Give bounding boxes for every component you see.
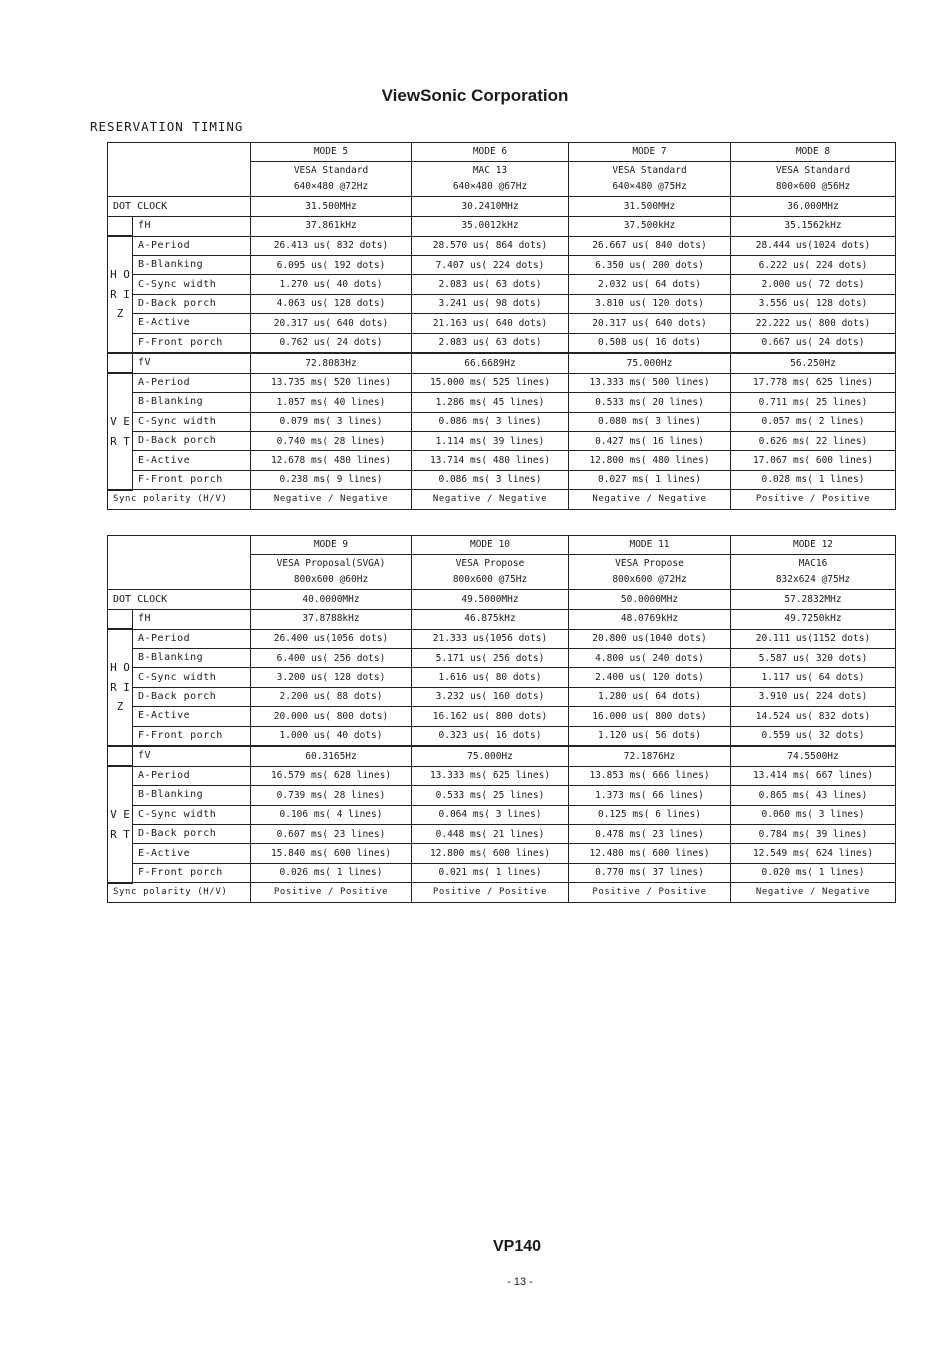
- h-value: 3.200 us( 128 dots): [251, 668, 412, 687]
- v-value: 13.853 ms( 666 lines): [569, 766, 731, 785]
- v-row-label: E-Active: [133, 451, 251, 470]
- v-value: 0.448 ms( 21 lines): [412, 825, 569, 844]
- page-number: - 13 -: [507, 1276, 533, 1288]
- v-value: 0.784 ms( 39 lines): [731, 825, 896, 844]
- v-row: [108, 786, 896, 805]
- h-value: 1.000 us( 40 dots): [251, 726, 412, 746]
- v-value: 0.607 ms( 23 lines): [251, 825, 412, 844]
- h-row: [108, 649, 896, 668]
- v-value: 0.027 ms( 1 lines): [569, 470, 731, 489]
- h-row-label: F-Front porch: [133, 726, 251, 746]
- h-row-label: E-Active: [133, 707, 251, 726]
- mode-resolution: 800x600 @75Hz: [452, 574, 528, 586]
- v-value: 0.064 ms( 3 lines): [412, 805, 569, 824]
- h-value: 2.400 us( 120 dots): [569, 668, 731, 687]
- v-value: 0.028 ms( 1 lines): [731, 470, 896, 489]
- h-row-label: A-Period: [133, 629, 251, 648]
- sync-polarity-value: Positive / Positive: [412, 883, 569, 903]
- v-value: 13.333 ms( 500 lines): [569, 373, 731, 392]
- mode-standard-cell: [731, 162, 896, 197]
- h-value: 20.317 us( 640 dots): [251, 314, 412, 333]
- sync-polarity-label: Sync polarity (H/V): [108, 883, 251, 903]
- mode-resolution: 800x600 @60Hz: [293, 574, 369, 586]
- fv-row: [108, 746, 896, 766]
- v-value: 0.478 ms( 23 lines): [569, 825, 731, 844]
- mode-name: MODE 11: [569, 536, 731, 555]
- h-value: 3.241 us( 98 dots): [412, 294, 569, 313]
- corner-cell: [108, 143, 251, 197]
- v-value: 0.865 ms( 43 lines): [731, 786, 896, 805]
- v-value: 0.086 ms( 3 lines): [412, 412, 569, 431]
- h-value: 21.333 us(1056 dots): [412, 629, 569, 648]
- h-row: [108, 333, 896, 353]
- v-value: 0.739 ms( 28 lines): [251, 786, 412, 805]
- dot-clock-value: 40.0000MHz: [251, 590, 412, 609]
- fh-value: 49.7250kHz: [731, 609, 896, 629]
- h-value: 5.171 us( 256 dots): [412, 649, 569, 668]
- h-value: 20.000 us( 800 dots): [251, 707, 412, 726]
- v-value: 17.067 ms( 600 lines): [731, 451, 896, 470]
- sync-polarity-value: Negative / Negative: [731, 883, 896, 903]
- sync-polarity-label: Sync polarity (H/V): [108, 490, 251, 510]
- mode-standard: MAC16: [798, 558, 828, 570]
- fv-spacer: [108, 746, 133, 766]
- v-value: 0.427 ms( 16 lines): [569, 432, 731, 451]
- h-value: 1.117 us( 64 dots): [731, 668, 896, 687]
- v-value: 0.106 ms( 4 lines): [251, 805, 412, 824]
- h-value: 20.317 us( 640 dots): [569, 314, 731, 333]
- sync-polarity-value: Positive / Positive: [731, 490, 896, 510]
- v-value: 12.800 ms( 600 lines): [412, 844, 569, 863]
- fv-label: fV: [133, 746, 251, 766]
- h-value: 26.413 us( 832 dots): [251, 236, 412, 255]
- h-value: 2.000 us( 72 dots): [731, 275, 896, 294]
- h-value: 6.095 us( 192 dots): [251, 256, 412, 275]
- mode-standard-cell: [251, 555, 412, 590]
- v-row-label: A-Period: [133, 766, 251, 785]
- fh-value: 46.875kHz: [412, 609, 569, 629]
- h-value: 26.400 us(1056 dots): [251, 629, 412, 648]
- dot-clock-value: 57.2832MHz: [731, 590, 896, 609]
- v-row-label: B-Blanking: [133, 393, 251, 412]
- h-row-label: F-Front porch: [133, 333, 251, 353]
- v-value: 0.533 ms( 25 lines): [412, 786, 569, 805]
- h-value: 21.163 us( 640 dots): [412, 314, 569, 333]
- h-value: 3.910 us( 224 dots): [731, 687, 896, 706]
- h-value: 0.762 us( 24 dots): [251, 333, 412, 353]
- mode-standard-cell: [569, 555, 731, 590]
- v-row: [108, 825, 896, 844]
- mode-name: MODE 7: [569, 143, 731, 162]
- fh-value: 35.1562kHz: [731, 216, 896, 236]
- fv-value: 72.8083Hz: [251, 353, 412, 373]
- h-row: [108, 294, 896, 313]
- h-value: 0.323 us( 16 dots): [412, 726, 569, 746]
- h-row: [108, 629, 896, 648]
- v-value: 1.286 ms( 45 lines): [412, 393, 569, 412]
- v-row-label: B-Blanking: [133, 786, 251, 805]
- v-row-label: F-Front porch: [133, 470, 251, 489]
- v-row-label: C-Sync width: [133, 412, 251, 431]
- model-name: VP140: [492, 1238, 542, 1255]
- v-value: 15.000 ms( 525 lines): [412, 373, 569, 392]
- fh-spacer: [108, 216, 133, 236]
- h-value: 2.200 us( 88 dots): [251, 687, 412, 706]
- v-row: [108, 766, 896, 785]
- v-value: 1.114 ms( 39 lines): [412, 432, 569, 451]
- v-value: 0.020 ms( 1 lines): [731, 863, 896, 882]
- mode-standard: VESA Propose: [455, 558, 525, 570]
- sync-polarity-value: Negative / Negative: [251, 490, 412, 510]
- v-row-label: F-Front porch: [133, 863, 251, 882]
- h-value: 28.570 us( 864 dots): [412, 236, 569, 255]
- v-row: [108, 393, 896, 412]
- section-title: RESERVATION TIMING: [90, 119, 244, 134]
- v-value: 0.125 ms( 6 lines): [569, 805, 731, 824]
- sync-polarity-value: Positive / Positive: [569, 883, 731, 903]
- fh-row: [108, 216, 896, 236]
- fh-value: 37.8788kHz: [251, 609, 412, 629]
- v-value: 16.579 ms( 628 lines): [251, 766, 412, 785]
- h-value: 5.587 us( 320 dots): [731, 649, 896, 668]
- v-row: [108, 805, 896, 824]
- h-value: 3.556 us( 128 dots): [731, 294, 896, 313]
- h-row-label: D-Back porch: [133, 294, 251, 313]
- fh-value: 48.0769kHz: [569, 609, 731, 629]
- h-value: 26.667 us( 840 dots): [569, 236, 731, 255]
- timing-table-1: [107, 142, 896, 510]
- h-value: 6.222 us( 224 dots): [731, 256, 896, 275]
- v-value: 0.086 ms( 3 lines): [412, 470, 569, 489]
- fh-row: [108, 609, 896, 629]
- dot-clock-row: [108, 590, 896, 609]
- mode-resolution: 800×600 @56Hz: [775, 181, 851, 193]
- mode-standard-cell: [251, 162, 412, 197]
- h-value: 16.162 us( 800 dots): [412, 707, 569, 726]
- h-row-label: B-Blanking: [133, 256, 251, 275]
- h-row: [108, 314, 896, 333]
- v-value: 13.735 ms( 520 lines): [251, 373, 412, 392]
- v-row-label: A-Period: [133, 373, 251, 392]
- h-row-label: A-Period: [133, 236, 251, 255]
- fh-value: 37.500kHz: [569, 216, 731, 236]
- mode-resolution: 640×480 @75Hz: [612, 181, 687, 193]
- corner-cell: [108, 536, 251, 590]
- v-row: [108, 451, 896, 470]
- v-value: 0.060 ms( 3 lines): [731, 805, 896, 824]
- v-row: [108, 844, 896, 863]
- v-row: [108, 470, 896, 489]
- h-value: 3.232 us( 160 dots): [412, 687, 569, 706]
- fv-spacer: [108, 353, 133, 373]
- dot-clock-value: 31.500MHz: [569, 197, 731, 216]
- h-row: [108, 726, 896, 746]
- h-value: 20.800 us(1040 dots): [569, 629, 731, 648]
- v-value: 0.238 ms( 9 lines): [251, 470, 412, 489]
- mode-name: MODE 9: [251, 536, 412, 555]
- v-row: [108, 412, 896, 431]
- sync-polarity-value: Negative / Negative: [569, 490, 731, 510]
- mode-standard: MAC 13: [472, 165, 508, 177]
- mode-standard: VESA Standard: [775, 165, 851, 177]
- h-value: 6.400 us( 256 dots): [251, 649, 412, 668]
- h-value: 1.280 us( 64 dots): [569, 687, 731, 706]
- fv-label: fV: [133, 353, 251, 373]
- sync-row: [108, 883, 896, 903]
- h-value: 2.032 us( 64 dots): [569, 275, 731, 294]
- fh-label: fH: [133, 609, 251, 629]
- h-value: 14.524 us( 832 dots): [731, 707, 896, 726]
- h-value: 4.800 us( 240 dots): [569, 649, 731, 668]
- v-row-label: E-Active: [133, 844, 251, 863]
- fh-label: fH: [133, 216, 251, 236]
- sync-polarity-value: Positive / Positive: [251, 883, 412, 903]
- h-value: 0.667 us( 24 dots): [731, 333, 896, 353]
- h-row: [108, 256, 896, 275]
- mode-standard-cell: [731, 555, 896, 590]
- mode-resolution: 832x624 @75Hz: [775, 574, 851, 586]
- fv-value: 56.250Hz: [731, 353, 896, 373]
- v-value: 12.800 ms( 480 lines): [569, 451, 731, 470]
- fh-spacer: [108, 609, 133, 629]
- company-name: ViewSonic Corporation: [381, 86, 569, 105]
- fh-value: 35.0012kHz: [412, 216, 569, 236]
- h-row-label: D-Back porch: [133, 687, 251, 706]
- dot-clock-label: DOT CLOCK: [108, 590, 251, 609]
- mode-standard-cell: [412, 555, 569, 590]
- v-value: 12.678 ms( 480 lines): [251, 451, 412, 470]
- h-value: 3.810 us( 120 dots): [569, 294, 731, 313]
- fv-value: 60.3165Hz: [251, 746, 412, 766]
- v-value: 0.711 ms( 25 lines): [731, 393, 896, 412]
- v-value: 0.533 ms( 20 lines): [569, 393, 731, 412]
- mode-standard: VESA Propose: [615, 558, 684, 570]
- vert-group-label: V E R T: [108, 373, 133, 489]
- h-value: 16.000 us( 800 dots): [569, 707, 731, 726]
- h-value: 4.063 us( 128 dots): [251, 294, 412, 313]
- fh-value: 37.861kHz: [251, 216, 412, 236]
- v-value: 13.414 ms( 667 lines): [731, 766, 896, 785]
- h-value: 0.508 us( 16 dots): [569, 333, 731, 353]
- mode-name: MODE 12: [731, 536, 896, 555]
- v-value: 0.626 ms( 22 lines): [731, 432, 896, 451]
- h-row-label: E-Active: [133, 314, 251, 333]
- h-value: 1.120 us( 56 dots): [569, 726, 731, 746]
- dot-clock-value: 31.500MHz: [251, 197, 412, 216]
- h-row-label: B-Blanking: [133, 649, 251, 668]
- h-row: [108, 668, 896, 687]
- fv-value: 72.1876Hz: [569, 746, 731, 766]
- h-row-label: C-Sync width: [133, 668, 251, 687]
- h-row-label: C-Sync width: [133, 275, 251, 294]
- v-row-label: C-Sync width: [133, 805, 251, 824]
- h-value: 22.222 us( 800 dots): [731, 314, 896, 333]
- h-value: 28.444 us(1024 dots): [731, 236, 896, 255]
- h-value: 1.270 us( 40 dots): [251, 275, 412, 294]
- dot-clock-value: 49.5000MHz: [412, 590, 569, 609]
- horiz-group-label: H O R I Z: [108, 629, 133, 746]
- h-value: 0.559 us( 32 dots): [731, 726, 896, 746]
- h-row: [108, 707, 896, 726]
- dot-clock-label: DOT CLOCK: [108, 197, 251, 216]
- sync-polarity-value: Negative / Negative: [412, 490, 569, 510]
- mode-resolution: 800x600 @72Hz: [612, 574, 687, 586]
- fv-value: 75.000Hz: [569, 353, 731, 373]
- h-value: 20.111 us(1152 dots): [731, 629, 896, 648]
- h-value: 7.407 us( 224 dots): [412, 256, 569, 275]
- h-row: [108, 275, 896, 294]
- v-value: 15.840 ms( 600 lines): [251, 844, 412, 863]
- v-value: 0.021 ms( 1 lines): [412, 863, 569, 882]
- v-value: 1.373 ms( 66 lines): [569, 786, 731, 805]
- h-row: [108, 687, 896, 706]
- horiz-group-label: H O R I Z: [108, 236, 133, 353]
- dot-clock-value: 36.000MHz: [731, 197, 896, 216]
- mode-name: MODE 6: [412, 143, 569, 162]
- v-value: 0.079 ms( 3 lines): [251, 412, 412, 431]
- dot-clock-value: 30.2410MHz: [412, 197, 569, 216]
- mode-header-row: [108, 143, 896, 162]
- mode-standard-cell: [412, 162, 569, 197]
- v-row: [108, 432, 896, 451]
- v-value: 12.549 ms( 624 lines): [731, 844, 896, 863]
- v-value: 0.026 ms( 1 lines): [251, 863, 412, 882]
- fv-value: 74.5500Hz: [731, 746, 896, 766]
- fv-row: [108, 353, 896, 373]
- h-row: [108, 236, 896, 255]
- mode-standard: VESA Standard: [612, 165, 687, 177]
- h-value: 1.616 us( 80 dots): [412, 668, 569, 687]
- mode-standard: VESA Proposal(SVGA): [276, 558, 386, 570]
- mode-standard-cell: [569, 162, 731, 197]
- mode-name: MODE 10: [412, 536, 569, 555]
- sync-row: [108, 490, 896, 510]
- timing-table-2: [107, 535, 896, 903]
- mode-standard: VESA Standard: [293, 165, 369, 177]
- v-value: 0.770 ms( 37 lines): [569, 863, 731, 882]
- v-value: 0.080 ms( 3 lines): [569, 412, 731, 431]
- dot-clock-row: [108, 197, 896, 216]
- vert-group-label: V E R T: [108, 766, 133, 882]
- dot-clock-value: 50.0000MHz: [569, 590, 731, 609]
- v-row: [108, 373, 896, 392]
- fv-value: 66.6689Hz: [412, 353, 569, 373]
- v-value: 17.778 ms( 625 lines): [731, 373, 896, 392]
- v-value: 13.714 ms( 480 lines): [412, 451, 569, 470]
- v-row-label: D-Back porch: [133, 432, 251, 451]
- v-value: 13.333 ms( 625 lines): [412, 766, 569, 785]
- v-row-label: D-Back porch: [133, 825, 251, 844]
- h-value: 2.083 us( 63 dots): [412, 333, 569, 353]
- v-value: 12.480 ms( 600 lines): [569, 844, 731, 863]
- h-value: 2.083 us( 63 dots): [412, 275, 569, 294]
- v-value: 0.740 ms( 28 lines): [251, 432, 412, 451]
- mode-resolution: 640×480 @72Hz: [293, 181, 369, 193]
- mode-header-row: [108, 536, 896, 555]
- fv-value: 75.000Hz: [412, 746, 569, 766]
- v-value: 1.057 ms( 40 lines): [251, 393, 412, 412]
- v-row: [108, 863, 896, 882]
- v-value: 0.057 ms( 2 lines): [731, 412, 896, 431]
- mode-name: MODE 5: [251, 143, 412, 162]
- mode-resolution: 640×480 @67Hz: [452, 181, 528, 193]
- h-value: 6.350 us( 200 dots): [569, 256, 731, 275]
- mode-name: MODE 8: [731, 143, 896, 162]
